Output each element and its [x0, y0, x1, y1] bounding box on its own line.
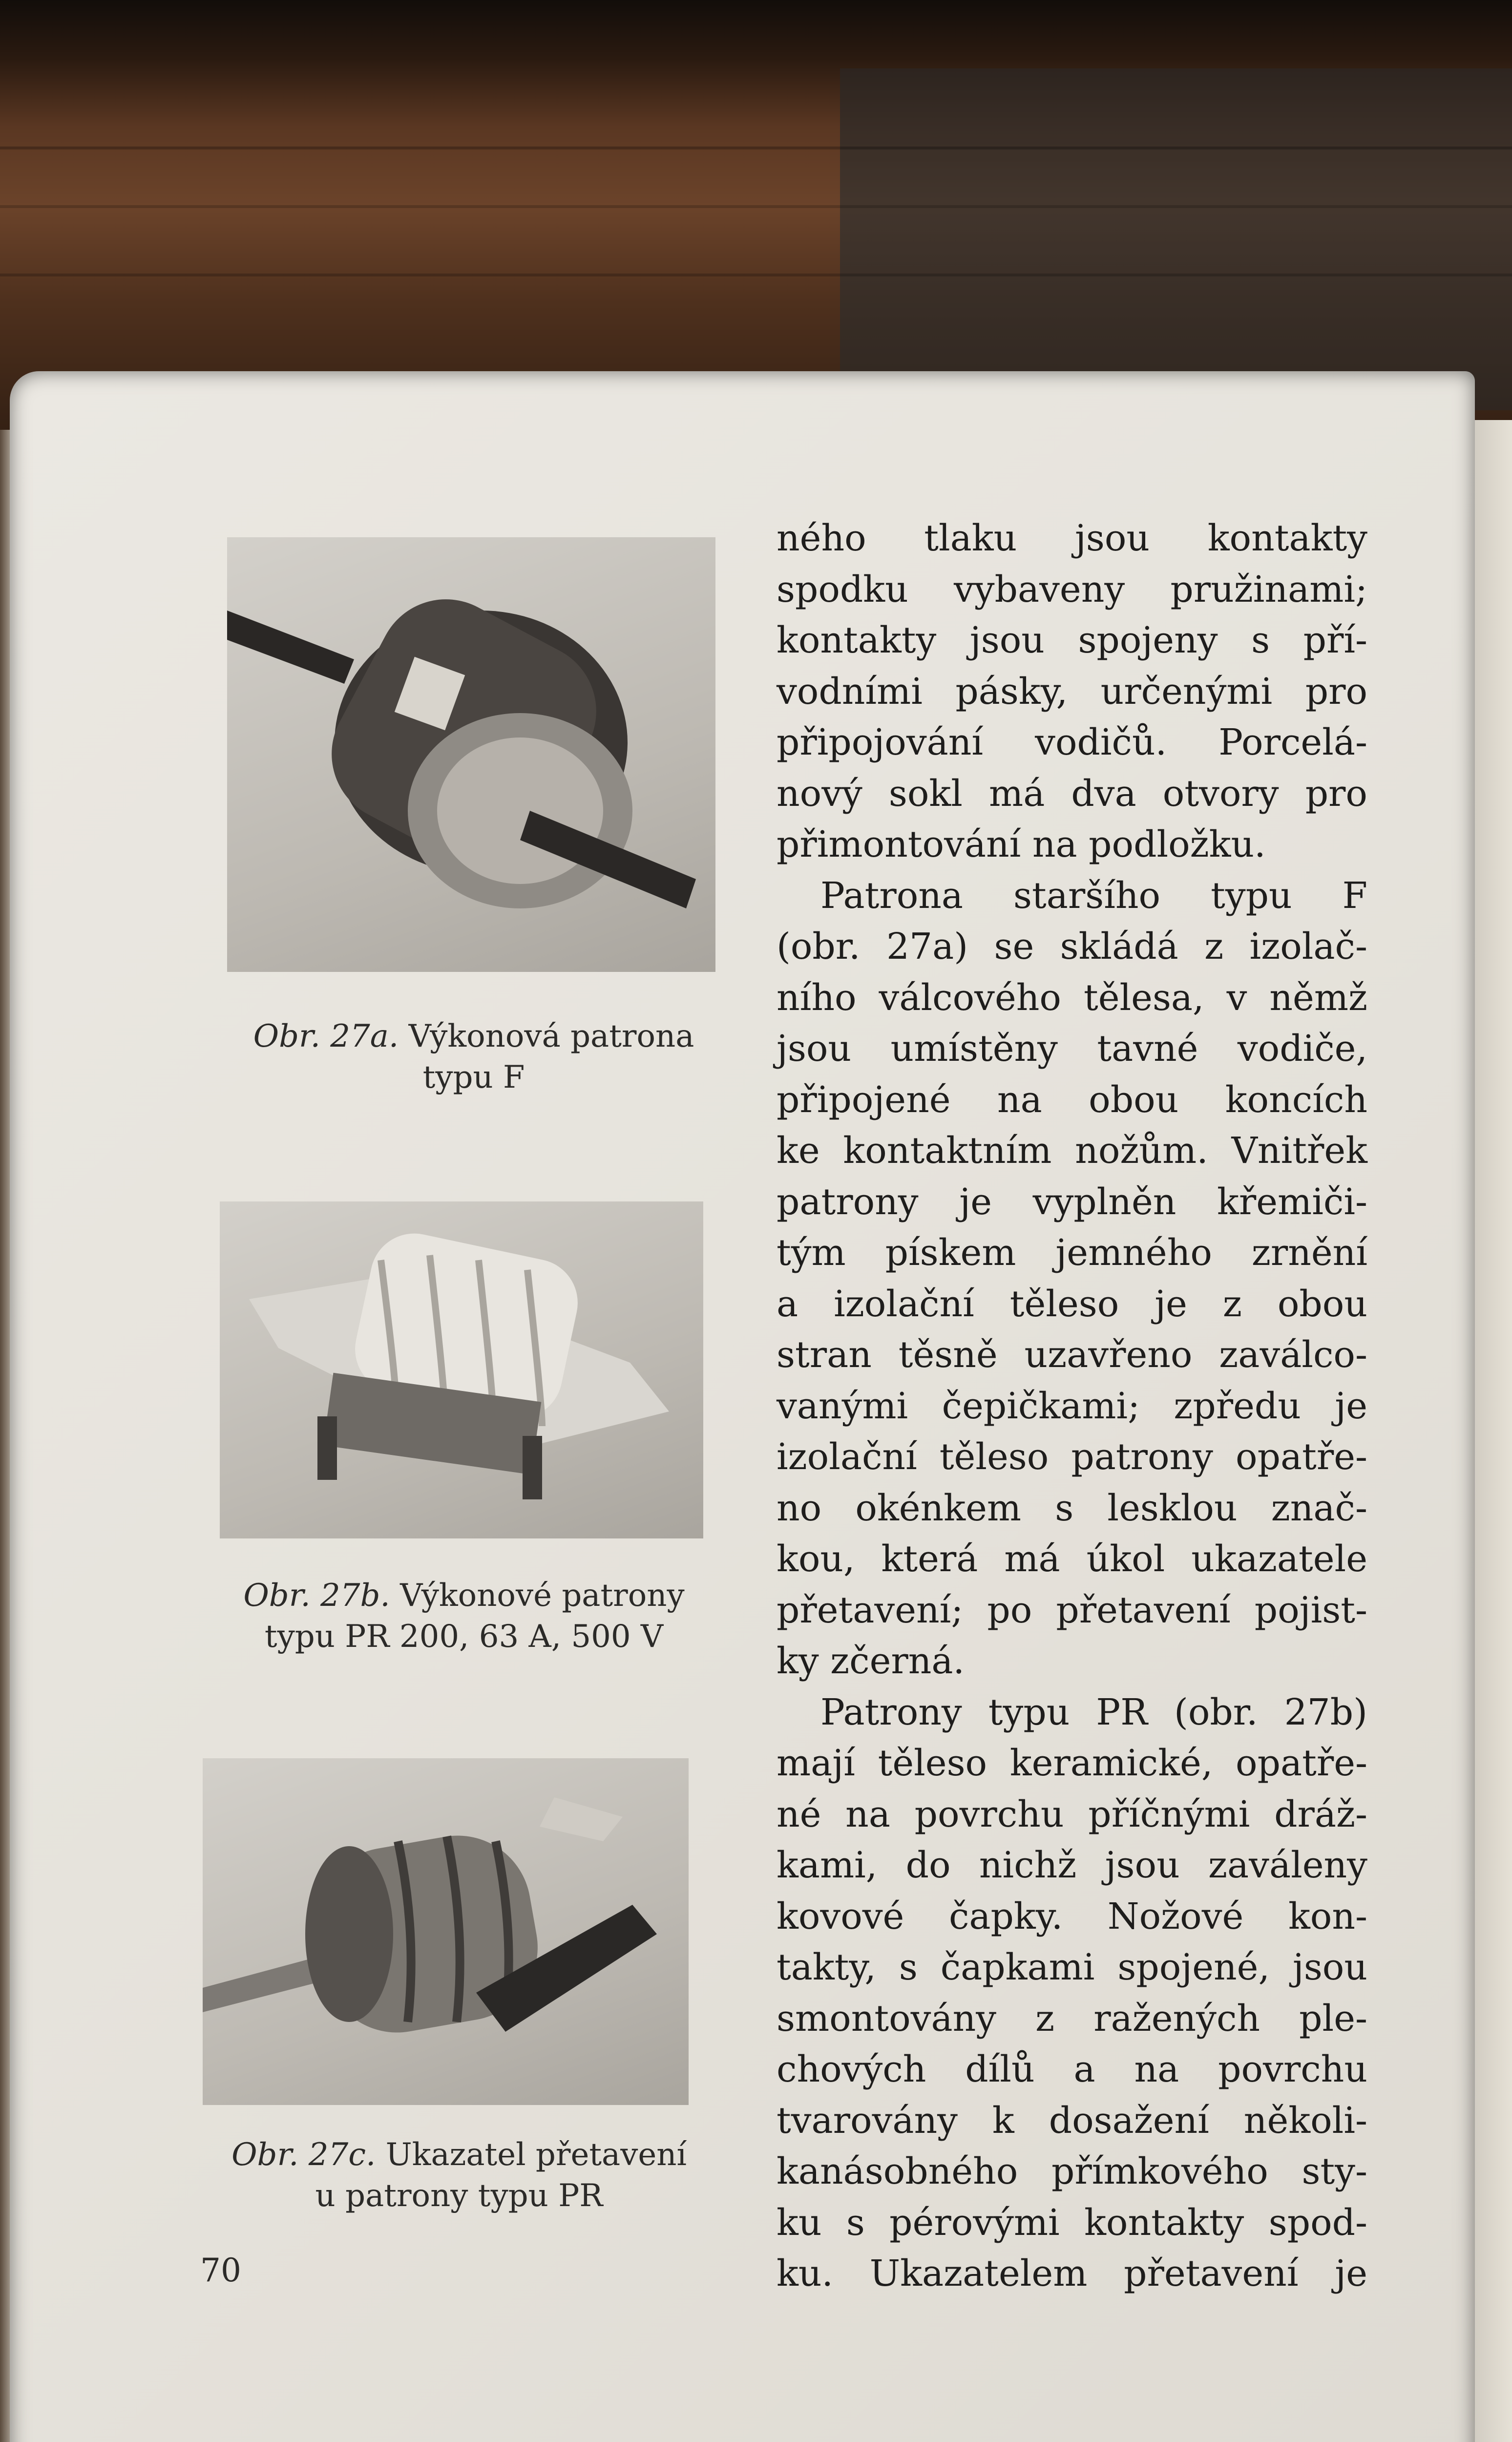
text-line: tvarovány k dosažení několi- — [777, 2099, 1367, 2142]
figure-27b-photo — [220, 1201, 703, 1538]
text-line: ky zčerná. — [777, 1640, 965, 1682]
text-line: (obr. 27a) se skládá z izolač- — [777, 926, 1367, 968]
body-text-column — [777, 513, 1367, 2299]
text-line: vodními pásky, určenými pro — [777, 670, 1367, 713]
figure-27c-caption — [195, 2134, 723, 2216]
figure-27b-caption-line-2: typu PR 200, 63 A, 500 V — [264, 1619, 664, 1655]
text-line: izolační těleso patrony opatře- — [777, 1436, 1367, 1478]
text-line: no okénkem s lesklou znač- — [777, 1487, 1367, 1529]
figure-27c-label: Obr. 27c. — [231, 2137, 376, 2173]
figure-27c-caption-line-2: u patrony typu PR — [315, 2178, 603, 2214]
text-line: nový sokl má dva otvory pro — [777, 772, 1367, 815]
text-line: mají těleso keramické, opatře- — [777, 1742, 1367, 1784]
text-line: ního válcového tělesa, v němž — [777, 976, 1367, 1019]
text-line: a izolační těleso je z obou — [777, 1283, 1367, 1325]
text-line: ku. Ukazatelem přetavení je — [777, 2253, 1367, 2295]
text-line: Patrony typu PR (obr. 27b) — [820, 1691, 1367, 1733]
text-line: takty, s čapkami spojené, jsou — [777, 1946, 1367, 1988]
melt-indicator-image — [203, 1758, 689, 2105]
next-page-edge — [1470, 420, 1512, 2442]
text-line: kanásobného přímkového sty- — [777, 2150, 1367, 2192]
text-line: spodku vybaveny pružinami; — [777, 568, 1367, 610]
text-line: Patrona staršího typu F — [820, 874, 1367, 917]
text-line: ke kontaktním nožům. Vnitřek — [777, 1130, 1367, 1172]
text-line: kami, do nichž jsou zaváleny — [777, 1844, 1367, 1886]
text-line: jsou umístěny tavné vodiče, — [777, 1028, 1367, 1070]
text-line: stran těsně uzavřeno zaválco- — [777, 1334, 1367, 1376]
text-line: připojené na obou koncích — [777, 1078, 1367, 1121]
fuse-cartridge-f-image — [227, 537, 715, 972]
text-line: vanými čepičkami; zpředu je — [777, 1385, 1367, 1427]
text-line: kontakty jsou spojeny s pří- — [777, 619, 1367, 661]
text-line: přimontování na podložku. — [777, 823, 1266, 865]
figure-27a-caption-line-2: typu F — [422, 1059, 525, 1095]
text-line: smontovány z ražených ple- — [777, 1997, 1367, 2040]
text-line: chových dílů a na povrchu — [777, 2048, 1367, 2090]
figure-27b-label: Obr. 27b. — [243, 1578, 390, 1614]
figure-27c-caption-line-1: Ukazatel přetavení — [385, 2137, 687, 2173]
page-number: 70 — [200, 2252, 241, 2289]
text-line: kovové čapky. Nožové kon- — [777, 1895, 1367, 1937]
text-line: tým pískem jemného zrnění — [777, 1232, 1367, 1274]
text-line: ného tlaku jsou kontakty — [777, 517, 1367, 559]
text-line: patrony je vyplněn křemiči- — [777, 1180, 1367, 1223]
text-line: kou, která má úkol ukazatele — [777, 1538, 1367, 1580]
text-line: připojování vodičů. Porcelá- — [777, 721, 1367, 763]
figure-27a-caption-line-1: Výkonová patrona — [408, 1018, 694, 1054]
text-line: né na povrchu příčnými dráž- — [777, 1793, 1367, 1835]
text-line: ku s pérovými kontakty spod- — [777, 2201, 1367, 2244]
figure-27b-caption-line-1: Výkonové patrony — [400, 1578, 685, 1614]
text-line: přetavení; po přetavení pojist- — [777, 1589, 1367, 1631]
figure-27b-caption — [200, 1575, 728, 1657]
figure-27a-label: Obr. 27a. — [253, 1018, 399, 1054]
fuse-cartridge-pr-image — [220, 1201, 703, 1538]
figure-27a-photo — [227, 537, 715, 972]
figure-27c-photo — [203, 1758, 689, 2105]
figure-27a-caption — [210, 1016, 737, 1098]
